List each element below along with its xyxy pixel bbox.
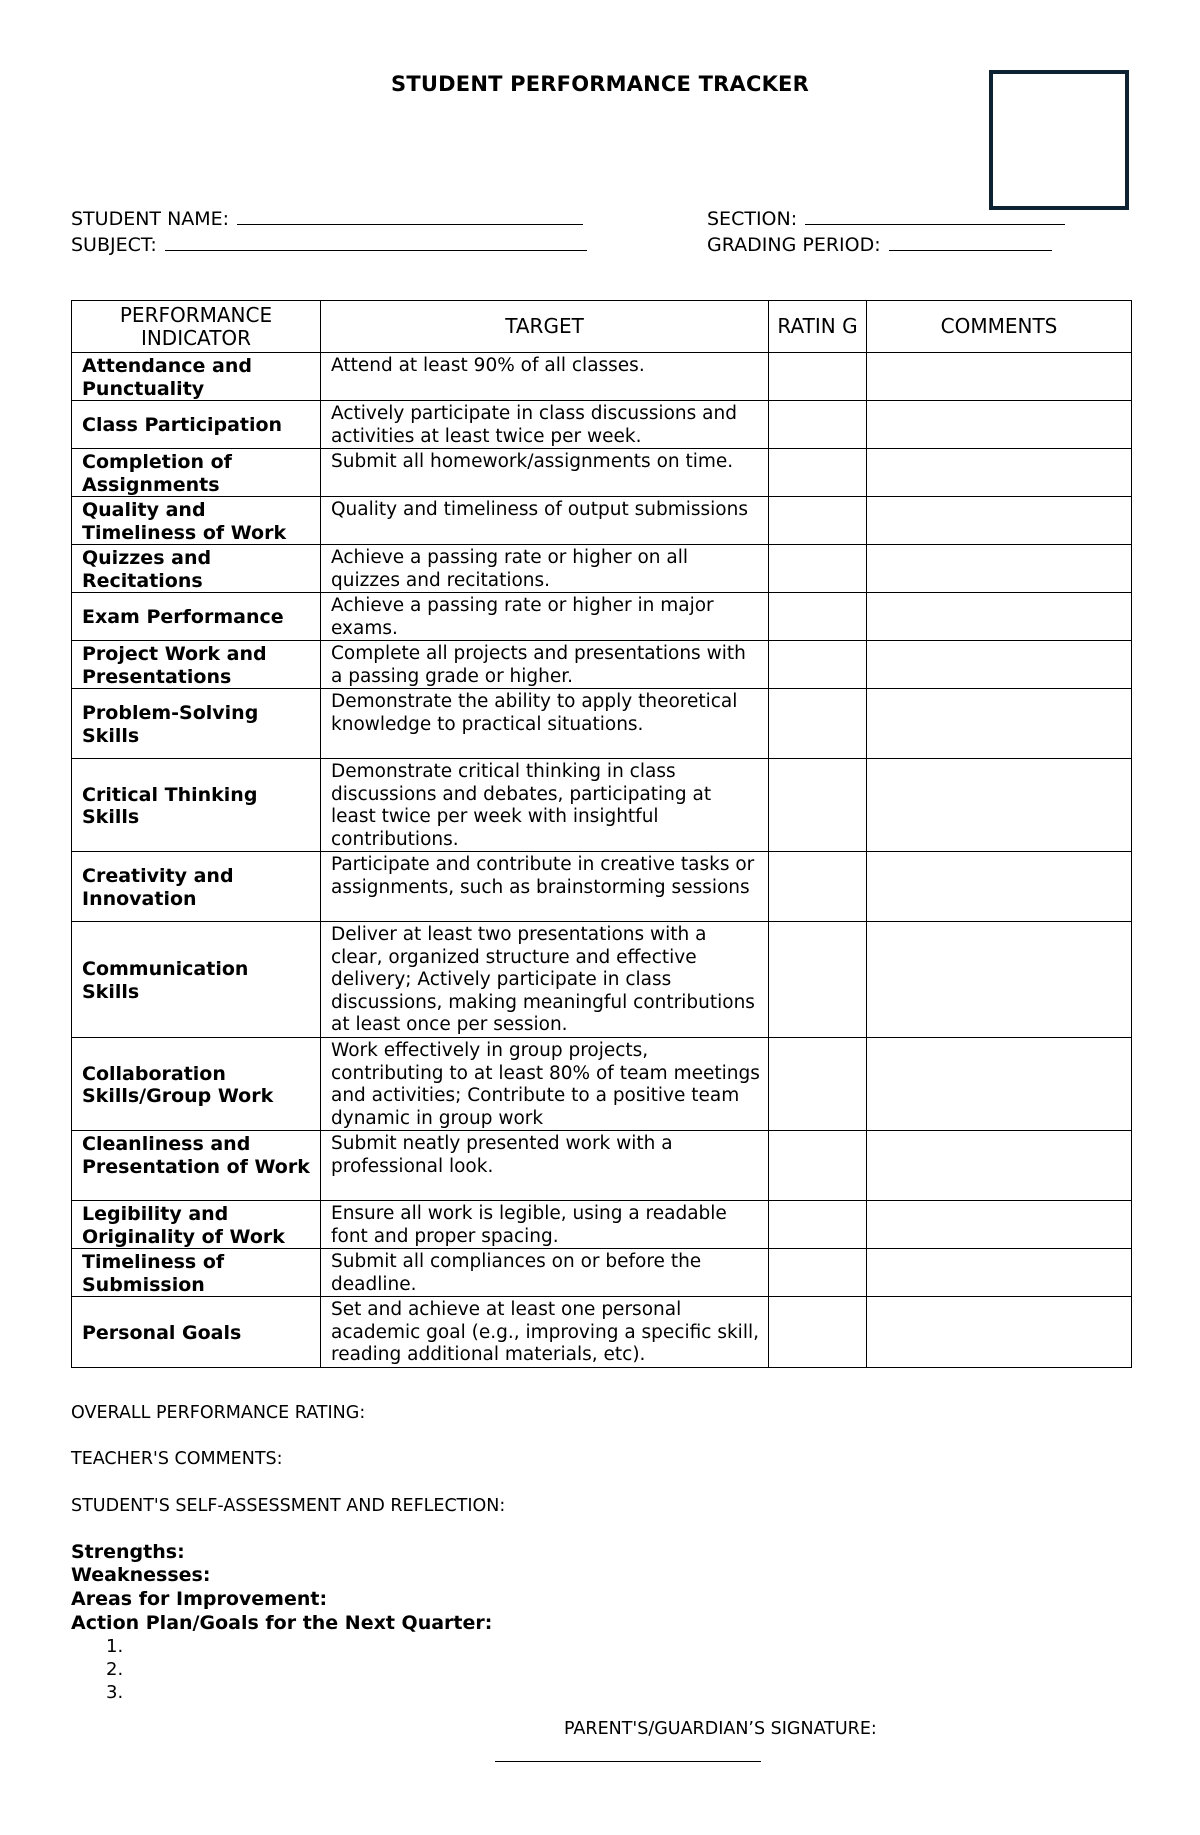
comments-cell[interactable] — [867, 545, 1132, 593]
grading-period-line[interactable] — [889, 232, 1052, 251]
goal-item-3: 3. — [106, 1682, 124, 1703]
target-cell: Submit all homework/assignments on time. — [321, 449, 769, 497]
indicator-cell: Exam Performance — [72, 593, 321, 641]
comments-cell[interactable] — [867, 759, 1132, 852]
target-cell: Actively participate in class discussions and activities at least twice per week. — [321, 401, 769, 449]
target-cell: Deliver at least two presentations with a clear, organized structure and effective delivery; Actively participate in class discussions, making meaningful contributions at least once per session. — [321, 922, 769, 1038]
indicator-cell: Timeliness of Submission — [72, 1249, 321, 1297]
signature-line[interactable] — [495, 1761, 761, 1762]
subject-line[interactable] — [165, 232, 587, 251]
rating-cell[interactable] — [769, 1038, 867, 1131]
comments-cell[interactable] — [867, 1131, 1132, 1201]
indicator-cell: Completion of Assignments — [72, 449, 321, 497]
target-cell: Submit all compliances on or before the deadline. — [321, 1249, 769, 1297]
rating-cell[interactable] — [769, 922, 867, 1038]
teacher-comments-label: TEACHER'S COMMENTS: — [71, 1449, 283, 1469]
strengths-label: Strengths: — [71, 1541, 185, 1563]
target-cell: Achieve a passing rate or higher on all quizzes and recitations. — [321, 545, 769, 593]
grading-period-label: GRADING PERIOD: — [707, 234, 881, 256]
section-line[interactable] — [805, 206, 1065, 225]
subject-field[interactable] — [71, 232, 587, 256]
table-row — [72, 1038, 1132, 1131]
table-row — [72, 852, 1132, 922]
target-cell: Quality and timeliness of output submissions — [321, 497, 769, 545]
weaknesses-label: Weaknesses: — [71, 1564, 211, 1586]
rating-cell[interactable] — [769, 449, 867, 497]
goal-item-1: 1. — [106, 1636, 124, 1657]
rating-cell[interactable] — [769, 497, 867, 545]
rating-cell[interactable] — [769, 689, 867, 759]
page-title: STUDENT PERFORMANCE TRACKER — [391, 72, 809, 96]
table-row — [72, 353, 1132, 401]
target-cell: Set and achieve at least one personal academic goal (e.g., improving a specific skill, reading additional materials, etc). — [321, 1297, 769, 1368]
table-row — [72, 497, 1132, 545]
target-cell: Participate and contribute in creative tasks or assignments, such as brainstorming sessions — [321, 852, 769, 922]
indicator-cell: Quizzes and Recitations — [72, 545, 321, 593]
subject-label: SUBJECT: — [71, 234, 157, 256]
indicator-cell: Attendance and Punctuality — [72, 353, 321, 401]
overall-rating-label: OVERALL PERFORMANCE RATING: — [71, 1403, 366, 1423]
indicator-cell: Critical Thinking Skills — [72, 759, 321, 852]
student-name-line[interactable] — [237, 206, 583, 225]
photo-box — [989, 70, 1129, 210]
target-cell: Demonstrate the ability to apply theoretical knowledge to practical situations. — [321, 689, 769, 759]
table-row — [72, 1249, 1132, 1297]
section-label: SECTION: — [707, 208, 798, 230]
rating-cell[interactable] — [769, 1131, 867, 1201]
comments-cell[interactable] — [867, 593, 1132, 641]
comments-cell[interactable] — [867, 1201, 1132, 1249]
target-cell: Work effectively in group projects, contributing to at least 80% of team meetings and activities; Contribute to a positive team dynamic in group work — [321, 1038, 769, 1131]
table-row — [72, 759, 1132, 852]
goal-item-2: 2. — [106, 1659, 124, 1680]
header-indicator: PERFORMANCE INDICATOR — [72, 301, 321, 353]
table-row — [72, 641, 1132, 689]
table-row — [72, 449, 1132, 497]
section-field[interactable] — [707, 206, 1065, 230]
target-cell: Attend at least 90% of all classes. — [321, 353, 769, 401]
rating-cell[interactable] — [769, 759, 867, 852]
rating-cell[interactable] — [769, 1201, 867, 1249]
comments-cell[interactable] — [867, 497, 1132, 545]
target-cell: Achieve a passing rate or higher in major exams. — [321, 593, 769, 641]
rating-cell[interactable] — [769, 353, 867, 401]
self-assessment-label: STUDENT'S SELF-ASSESSMENT AND REFLECTION: — [71, 1496, 506, 1516]
performance-table — [71, 300, 1132, 1368]
header-rating: RATIN G — [769, 301, 867, 353]
table-row — [72, 689, 1132, 759]
comments-cell[interactable] — [867, 353, 1132, 401]
indicator-cell: Legibility and Originality of Work — [72, 1201, 321, 1249]
header-comments: COMMENTS — [867, 301, 1132, 353]
table-row — [72, 545, 1132, 593]
student-name-field[interactable] — [71, 206, 583, 230]
comments-cell[interactable] — [867, 689, 1132, 759]
table-row — [72, 922, 1132, 1038]
rating-cell[interactable] — [769, 852, 867, 922]
comments-cell[interactable] — [867, 852, 1132, 922]
comments-cell[interactable] — [867, 401, 1132, 449]
target-cell: Submit neatly presented work with a professional look. — [321, 1131, 769, 1201]
target-cell: Complete all projects and presentations with a passing grade or higher. — [321, 641, 769, 689]
table-row — [72, 1297, 1132, 1368]
signature-label: PARENT'S/GUARDIAN’S SIGNATURE: — [564, 1719, 877, 1739]
table-row — [72, 1201, 1132, 1249]
target-cell: Demonstrate critical thinking in class discussions and debates, participating at least twice per week with insightful contributions. — [321, 759, 769, 852]
action-plan-label: Action Plan/Goals for the Next Quarter: — [71, 1612, 493, 1634]
indicator-cell: Quality and Timeliness of Work — [72, 497, 321, 545]
indicator-cell: Creativity and Innovation — [72, 852, 321, 922]
comments-cell[interactable] — [867, 1297, 1132, 1368]
header-target: TARGET — [321, 301, 769, 353]
table-row — [72, 593, 1132, 641]
student-name-label: STUDENT NAME: — [71, 208, 230, 230]
comments-cell[interactable] — [867, 1038, 1132, 1131]
comments-cell[interactable] — [867, 1249, 1132, 1297]
table-row — [72, 401, 1132, 449]
indicator-cell: Communication Skills — [72, 922, 321, 1038]
indicator-cell: Cleanliness and Presentation of Work — [72, 1131, 321, 1201]
rating-cell[interactable] — [769, 401, 867, 449]
rating-cell[interactable] — [769, 1249, 867, 1297]
rating-cell[interactable] — [769, 593, 867, 641]
indicator-cell: Project Work and Presentations — [72, 641, 321, 689]
rating-cell[interactable] — [769, 1297, 867, 1368]
rating-cell[interactable] — [769, 641, 867, 689]
grading-period-field[interactable] — [707, 232, 1052, 256]
areas-for-improvement-label: Areas for Improvement: — [71, 1588, 328, 1610]
comments-cell[interactable] — [867, 641, 1132, 689]
target-cell: Ensure all work is legible, using a readable font and proper spacing. — [321, 1201, 769, 1249]
comments-cell[interactable] — [867, 922, 1132, 1038]
indicator-cell: Class Participation — [72, 401, 321, 449]
indicator-cell: Problem-Solving Skills — [72, 689, 321, 759]
table-header-row — [72, 301, 1132, 353]
rating-cell[interactable] — [769, 545, 867, 593]
indicator-cell: Collaboration Skills/Group Work — [72, 1038, 321, 1131]
indicator-cell: Personal Goals — [72, 1297, 321, 1368]
table-row — [72, 1131, 1132, 1201]
comments-cell[interactable] — [867, 449, 1132, 497]
